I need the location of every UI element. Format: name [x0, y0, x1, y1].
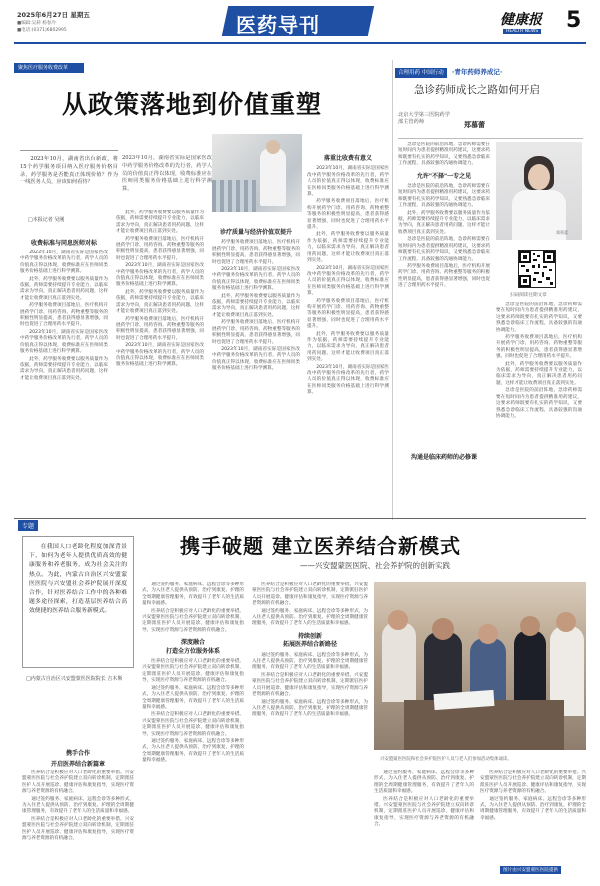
left-banner [14, 63, 84, 73]
sub-right-2: 拓展医养结合新路径 [282, 641, 337, 649]
editor-line: ■编辑:吴莉 杨春冷 [17, 21, 56, 26]
right-col-1: 急诊是医院的前沿阵地，急诊药师需要在短时间内为患者提供精准用药建议，这要求药师既要有扎实的药学知识，又要熟悉急诊临床工作流程，具备较强的沟通协调能力。 允许"不择"一专之见 急诊是医院的前沿阵地，急诊药师需要在短时间内为患者提供精准用药建议，这要求药师既要有扎实的药学知识，又要熟悉急诊临床工作流程，具备较强的沟通协调能力。 此外，药学服务收费要以服务质量作为依据，药师需要持续提升专业能力，以临床需求为导向，真正解决患者用药问题，这样才能让收费项目真正落到实处。 急诊是医院的前沿阵地，急诊药师需要在短时间内为患者提供精准用药建议，这要求药师既要有扎实的药学知识，又要熟悉急诊临床工作流程，具备较强的沟通协调能力。 药学服务收费项目落地后，医疗机构开展药学门诊、用药咨询、药物重整等服务的积极性明显提高，患者获得感显著增强，同时也促进了合理用药水平提升。 [398, 142, 490, 289]
section-title: 医药导刊 [236, 13, 320, 37]
col-sub-left: 收费标准与同息医师对标 [30, 240, 97, 247]
special-intro-box [22, 536, 134, 668]
byline-left: □本报记者 吴刚 [28, 217, 65, 223]
masthead [0, 0, 600, 44]
article-col-2: 此外，药学服务收费要以服务质量作为依据，药师需要持续提升专业能力，以临床需求为导向，真正解决患者用药问题，这样才能让收费项目真正落到实处。 药学服务收费项目落地后，医疗机构开展药学门诊、用药咨询、药物重整等服务的积极性明显提高，患者获得感显著增强，同时也促进了合理用药水平提升。 2023年10月，湖南省实际是国家医改中药学服务价格改革的先行者，药学人员的价值真正得以体现，收费标准应在医师同类服务价格基础上进行科学测算。 此外，药学服务收费要以服务质量作为依据，药师需要持续提升专业能力，以临床需求为导向，真正解决患者用药问题，这样才能让收费项目真正落到实处。 药学服务收费项目落地后，医疗机构开展药学门诊、用药咨询、药物重整等服务的积极性明显提高，患者获得感显著增强，同时也促进了合理用药水平提升。 2023年10月，湖南省实际是国家医改中药学服务价格改革的先行者，药学人员的价值真正得以体现，收费标准应在医师同类服务价格基础上进行科学测算。 [116, 210, 204, 368]
special-intro-text: 在我国人口老龄化程度加深背景下，如何为老年人提供优质高效的健康服务和养老服务，成为社会关注的热点。为此，内蒙古自治区兴安盟蒙医医院与兴安盟社会养护院展开深度合作，针对医养结合工作中的各种难题多途径探索，打造基层医养结合高效便捷的医养结合服务新模式。 [29, 544, 127, 615]
right-banner [395, 59, 585, 76]
photo-caption: 兴安盟蒙医医院和社会养护院医护人员与老人们参加活动集体诵读。 [380, 757, 512, 762]
masthead-rule [14, 42, 586, 44]
phone-line: ■电话:(0371)6802995 [17, 28, 67, 33]
special-col-5: 医养结合是积极应对人口老龄化的重要举措。兴安盟蒙医医院与社会养护院建立双向转诊机制，定期派驻医护人员开展巡诊、健康评估和康复指导，实现医疗资源与养老资源的有机融合。 通过签约服务、家庭病床、远程会诊等多种形式，为入住老人提供从预防、治疗到康复、护理的全周期健康管理服务，有效提升了老年人的生活质量和幸福感。 [480, 770, 586, 821]
group-photo [374, 582, 586, 750]
main-headline: 从政策落地到价值重塑 [62, 90, 323, 119]
sub-left [22, 748, 134, 768]
col-sub-1: 诊疗质量与经济价值双提升 [219, 229, 292, 236]
right-banner-label: 合理用药 中国行动 [395, 68, 447, 78]
intro-box [20, 150, 118, 202]
special-col-3: 医养结合是积极应对人口老龄化的重要举措。兴安盟蒙医医院与社会养护院建立双向转诊机制，定期派驻医护人员开展巡诊、健康评估和康复指导，实现医疗资源与养老资源的有机融合。 通过签约服务、家庭病床、远程会诊等多种形式，为入住老人提供从预防、治疗到康复、护理的全周期健康管理服务，有效提升了老年人的生活质量和幸福感。 持续创新 拓展医养结合新路径 通过签约服务、家庭病床、远程会诊等多种形式，为入住老人提供从预防、治疗到康复、护理的全周期健康管理服务，有效提升了老年人的生活质量和幸福感。 医养结合是积极应对人口老龄化的重要举措。兴安盟蒙医医院与社会养护院建立双向转诊机制，定期派驻医护人员开展巡诊、健康评估和康复指导，实现医疗资源与养老资源的有机融合。 通过签约服务、家庭病床、远程会诊等多种形式，为入住老人提供从预防、治疗到康复、护理的全周期健康管理服务，有效提升了老年人的生活质量和幸福感。 [252, 582, 368, 718]
sub-left-2: 开启医养结合新篇章 [50, 761, 105, 768]
qr-caption: 扫码阅读往期文章 [510, 293, 547, 298]
article-col-3: 诊疗质量与经济价值双提升 药学服务收费项目落地后，医疗机构开展药学门诊、用药咨询、药物重整等服务的积极性明显提高，患者获得感显著增强，同时也促进了合理用药水平提升。 2023年10月，湖南省实际是国家医改中药学服务价格改革的先行者，药学人员的价值真正得以体现，收费标准应在医师同类服务价格基础上进行科学测算。 此外，药学服务收费要以服务质量作为依据，药师需要持续提升专业能力，以临床需求为导向，真正解决患者用药问题，这样才能让收费项目真正落到实处。 药学服务收费项目落地后，医疗机构开展药学门诊、用药咨询、药物重整等服务的积极性明显提高，患者获得感显著增强，同时也促进了合理用药水平提升。 2023年10月，湖南省实际是国家医改中药学服务价格改革的先行者，药学人员的价值真正得以体现，收费标准应在医师同类服务价格基础上进行科学测算。 [212, 229, 300, 372]
right-author-box [398, 112, 578, 134]
special-col-2: 通过签约服务、家庭病床、远程会诊等多种形式，为入住老人提供从预防、治疗到康复、护理的全周期健康管理服务，有效提升了老年人的生活质量和幸福感。 医养结合是积极应对人口老龄化的重要举措。兴安盟蒙医医院与社会养护院建立双向转诊机制，定期派驻医护人员开展巡诊、健康评估和康复指导，实现医疗资源与养老资源的有机融合。 深度融合 打造全方位服务体系 医养结合是积极应对人口老龄化的重要举措。兴安盟蒙医医院与社会养护院建立双向转诊机制，定期派驻医护人员开展巡诊、健康评估和康复指导，实现医疗资源与养老资源的有机融合。 通过签约服务、家庭病床、远程会诊等多种形式，为入住老人提供从预防、治疗到康复、护理的全周期健康管理服务，有效提升了老年人的生活质量和幸福感。 医养结合是积极应对人口老龄化的重要举措。兴安盟蒙医医院与社会养护院建立双向转诊机制，定期派驻医护人员开展巡诊、健康评估和康复指导，实现医疗资源与养老资源的有机融合。 通过签约服务、家庭病床、远程会诊等多种形式，为入住老人提供从预防、治疗到康复、护理的全周期健康管理服务，有效提升了老年人的生活质量和幸福感。 [142, 582, 244, 764]
sub-mid-1: 深度融合 [180, 639, 205, 647]
special-col-4: 通过签约服务、家庭病床、远程会诊等多种形式，为入住老人提供从预防、治疗到康复、护理的全周期健康管理服务，有效提升了老年人的生活质量和幸福感。 医养结合是积极应对人口老龄化的重要举措。兴安盟蒙医医院与社会养护院建立双向转诊机制，定期派驻医护人员开展巡诊、健康评估和康复指导，实现医疗资源与养老资源的有机融合。 [374, 770, 474, 828]
article-col-4: 落重比收费有意义 2023年10月，湖南省实际是国家医改中药学服务价格改革的先行者，药学人员的价值真正得以体现，收费标准应在医师同类服务价格基础上进行科学测算。 药学服务收费项目落地后，医疗机构开展药学门诊、用药咨询、药物重整等服务的积极性明显提高，患者获得感显著增强，同时也促进了合理用药水平提升。 此外，药学服务收费要以服务质量作为依据，药师需要持续提升专业能力，以临床需求为导向，真正解决患者用药问题，这样才能让收费项目真正落到实处。 2023年10月，湖南省实际是国家医改中药学服务价格改革的先行者，药学人员的价值真正得以体现，收费标准应在医师同类服务价格基础上进行科学测算。 药学服务收费项目落地后，医疗机构开展药学门诊、用药咨询、药物重整等服务的积极性明显提高，患者获得感显著增强，同时也促进了合理用药水平提升。 此外，药学服务收费要以服务质量作为依据，药师需要持续提升专业能力，以临床需求为导向，真正解决患者用药问题，这样才能让收费项目真正落到实处。 2023年10月，湖南省实际是国家医改中药学服务价格改革的先行者，药学人员的价值真正得以体现，收费标准应在医师同类服务价格基础上进行科学测算。 [307, 155, 389, 396]
article-col-1: 2023年10月，湖南省实际是国家医改中药学服务价格改革的先行者，药学人员的价值真正得以体现，收费标准应在医师同类服务价格基础上进行科学测算。 此外，药学服务收费要以服务质量作为依据，药师需要持续提升专业能力，以临床需求为导向，真正解决患者用药问题，这样才能让收费项目真正落到实处。 药学服务收费项目落地后，医疗机构开展药学门诊、用药咨询、药物重整等服务的积极性明显提高，患者获得感显著增强，同时也促进了合理用药水平提升。 2023年10月，湖南省实际是国家医改中药学服务价格改革的先行者，药学人员的价值真正得以体现，收费标准应在医师同类服务价格基础上进行科学测算。 此外，药学服务收费要以服务质量作为依据，药师需要持续提升专业能力，以临床需求为导向，真正解决患者用药问题，这样才能让收费项目真正落到实处。 [20, 250, 108, 381]
paper-en: HEALTH NEWS [503, 29, 541, 34]
right-author-rule [398, 138, 583, 139]
intro-text-2: 2023年10月，湖南省实际是国家医改中药学服务价格改革的先行者，药学人员的价值真正得以体现，收费标准应在医师同类服务价格基础上进行科学测算。 [122, 155, 212, 193]
right-bottom-sub: 沟通是临床药师的必修课 [410, 454, 477, 461]
sub-left-1: 携手合作 [65, 750, 90, 757]
photo-credit: 图片由兴安盟蒙医医院提供 [500, 866, 561, 874]
qr-code [518, 250, 556, 288]
special-rule [14, 518, 586, 519]
right-section: 允许"不择"一专之见 [416, 172, 472, 180]
special-col-1: 医养结合是积极应对人口老龄化的重要举措。兴安盟蒙医医院与社会养护院建立双向转诊机制，定期派驻医护人员开展巡诊、健康评估和康复指导，实现医疗资源与养老资源的有机融合。 通过签约服务、家庭病床、远程会诊等多种形式，为入住老人提供从预防、治疗到康复、护理的全周期健康管理服务，有效提升了老年人的生活质量和幸福感。 医养结合是积极应对人口老龄化的重要举措。兴安盟蒙医医院与社会养护院建立双向转诊机制，定期派驻医护人员开展巡诊、健康评估和康复指导，实现医疗资源与养老资源的有机融合。 [22, 770, 134, 842]
sub-right-1: 持续创新 [297, 632, 322, 640]
page-number: 5 [566, 8, 582, 33]
paper-name: 健康报 [500, 12, 542, 28]
special-byline: □内蒙古自治区兴安盟蒙医医院院长 吉木斯 [26, 676, 123, 682]
pharmacy-photo [212, 134, 302, 212]
intro-text: 2023年10月，湖南省出台新政，将15个药学服务项目纳入医疗服务价格目录，药学服务是否能真正体现价值？作为一线医务人员，应该如何看待？ [20, 156, 118, 186]
special-label: 专题 [18, 520, 38, 531]
right-author-label: 北京大学第三医院药学部主管药师 [398, 112, 450, 125]
left-banner-text: 聚焦医疗服务收费改革 [18, 65, 69, 71]
right-col-2: 急诊是医院的前沿阵地，急诊药师需要在短时间内为患者提供精准用药建议，这要求药师既要有扎实的药学知识，又要熟悉急诊临床工作流程，具备较强的沟通协调能力。 药学服务收费项目落地后，医疗机构开展药学门诊、用药咨询、药物重整等服务的积极性明显提高，患者获得感显著增强，同时也促进了合理用药水平提升。 此外，药学服务收费要以服务质量作为依据，药师需要持续提升专业能力，以临床需求为导向，真正解决患者用药问题，这样才能让收费项目真正落到实处。 急诊是医院的前沿阵地，急诊药师需要在短时间内为患者提供精准用药建议，这要求药师既要有扎实的药学知识，又要熟悉急诊临床工作流程，具备较强的沟通协调能力。 [496, 302, 582, 419]
divider-right [392, 60, 393, 520]
sub-mid-2: 打造全方位服务体系 [165, 647, 220, 655]
right-top-title: 急诊药师成长之路如何开启 [414, 84, 540, 96]
author-photo-credit: 郑慕蕾 [556, 230, 568, 235]
right-author-name: 郑慕蕾 [464, 121, 485, 129]
right-banner-title: ·青年药师养成记· [451, 68, 503, 76]
issue-date: 2025年6月27日 星期五 [17, 11, 90, 19]
special-sub: ——兴安盟蒙医医院、社会养护院的创新实践 [300, 561, 450, 570]
special-headline: 携手破题 建立医养结合新模式 [180, 534, 461, 558]
col-sub-2: 落重比收费有意义 [323, 155, 372, 162]
author-photo [496, 142, 582, 240]
